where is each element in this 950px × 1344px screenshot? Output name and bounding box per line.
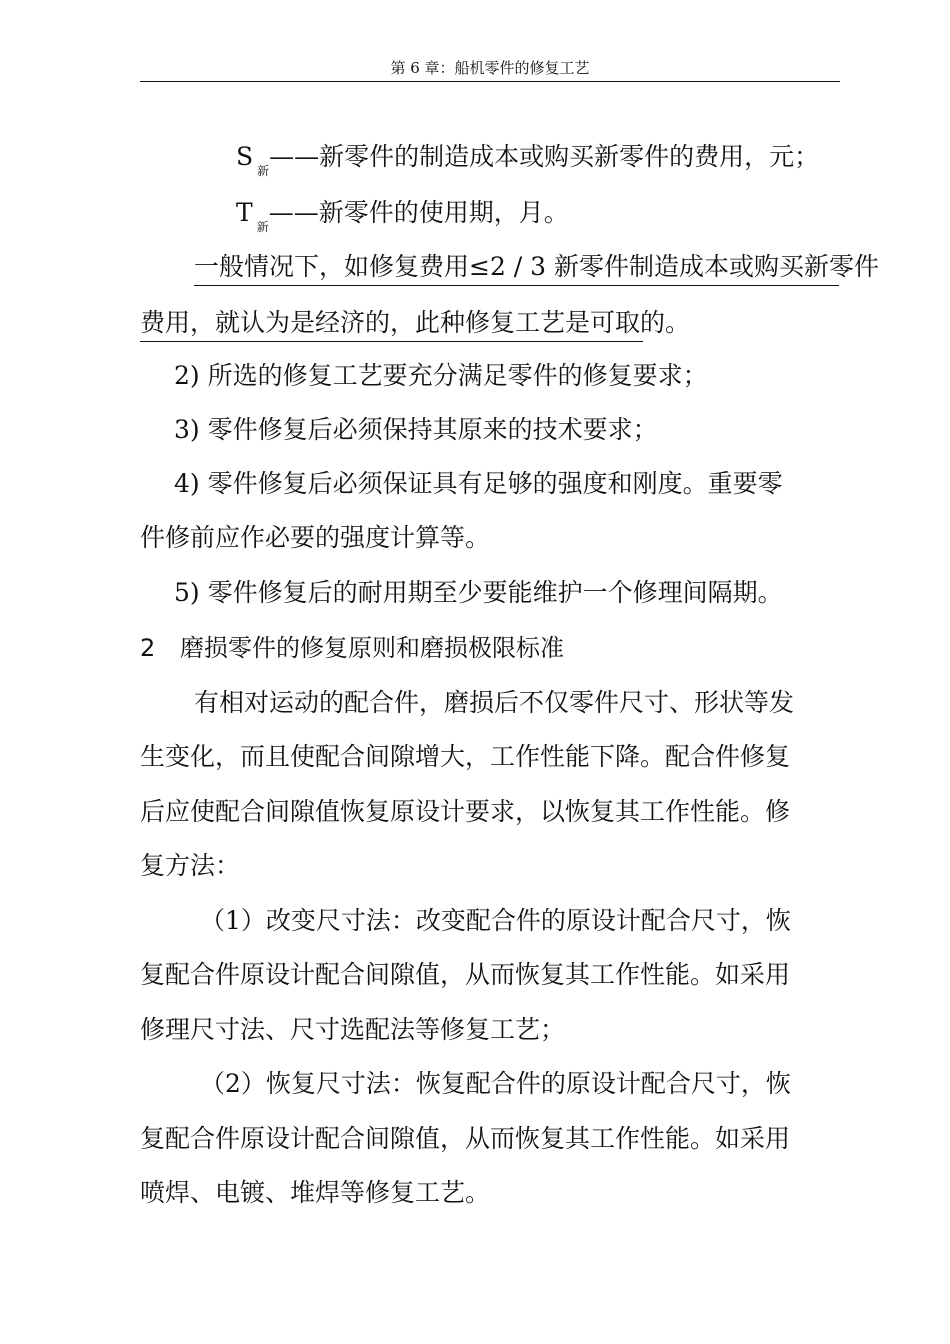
paragraph-line-3: 后应使配合间隙值恢复原设计要求，以恢复其工作性能。修 bbox=[140, 797, 791, 826]
list-item-5: 5) 零件修复后的耐用期至少要能维护一个修理间隔期。 bbox=[174, 578, 783, 607]
list-item-4-line-2: 件修前应作必要的强度计算等。 bbox=[140, 523, 491, 552]
definition-s-subscript: 新 bbox=[257, 164, 270, 178]
conclusion-underline-2 bbox=[140, 341, 643, 342]
conclusion-line-1: 一般情况下，如修复费用≤2 / 3 新零件制造成本或购买新零件 bbox=[194, 252, 880, 281]
page-header: 第 6 章：船机零件的修复工艺 bbox=[390, 59, 590, 77]
method-1-line-2: 复配合件原设计配合间隙值，从而恢复其工作性能。如采用 bbox=[140, 960, 791, 989]
method-2-line-2: 复配合件原设计配合间隙值，从而恢复其工作性能。如采用 bbox=[140, 1124, 791, 1153]
method-2-line-3: 喷焊、电镀、堆焊等修复工艺。 bbox=[140, 1178, 491, 1207]
conclusion-line-2: 费用，就认为是经济的，此种修复工艺是可取的。 bbox=[140, 308, 691, 337]
definition-s bbox=[236, 140, 819, 178]
paragraph-line-2: 生变化，而且使配合间隙增大，工作性能下降。配合件修复 bbox=[140, 742, 791, 771]
definition-t-subscript: 新 bbox=[256, 220, 269, 234]
paragraph-line-1: 有相对运动的配合件，磨损后不仅零件尺寸、形状等发 bbox=[194, 688, 795, 717]
list-item-4-line-1: 4) 零件修复后必须保证具有足够的强度和刚度。重要零 bbox=[174, 469, 783, 498]
section-title: 磨损零件的修复原则和磨损极限标准 bbox=[180, 634, 564, 662]
list-item-3: 3) 零件修复后必须保持其原来的技术要求； bbox=[174, 415, 658, 444]
list-item-2: 2) 所选的修复工艺要充分满足零件的修复要求； bbox=[174, 361, 708, 390]
method-1-line-1: （1）改变尺寸法：改变配合件的原设计配合尺寸，恢 bbox=[200, 906, 791, 935]
method-1-line-3: 修理尺寸法、尺寸选配法等修复工艺； bbox=[140, 1015, 566, 1044]
section-heading bbox=[140, 631, 564, 665]
definition-s-symbol: S bbox=[236, 142, 254, 171]
definition-t-symbol: T bbox=[236, 198, 253, 227]
paragraph-line-4: 复方法： bbox=[140, 851, 241, 880]
section-number: 2 bbox=[140, 634, 156, 662]
header-rule bbox=[140, 81, 840, 82]
definition-t-text: ——新零件的使用期，月。 bbox=[268, 198, 569, 227]
method-2-line-1: （2）恢复尺寸法：恢复配合件的原设计配合尺寸，恢 bbox=[200, 1069, 791, 1098]
conclusion-underline-1 bbox=[194, 285, 839, 286]
definition-t bbox=[236, 196, 569, 234]
definition-s-text: ——新零件的制造成本或购买新零件的费用，元； bbox=[269, 142, 820, 171]
